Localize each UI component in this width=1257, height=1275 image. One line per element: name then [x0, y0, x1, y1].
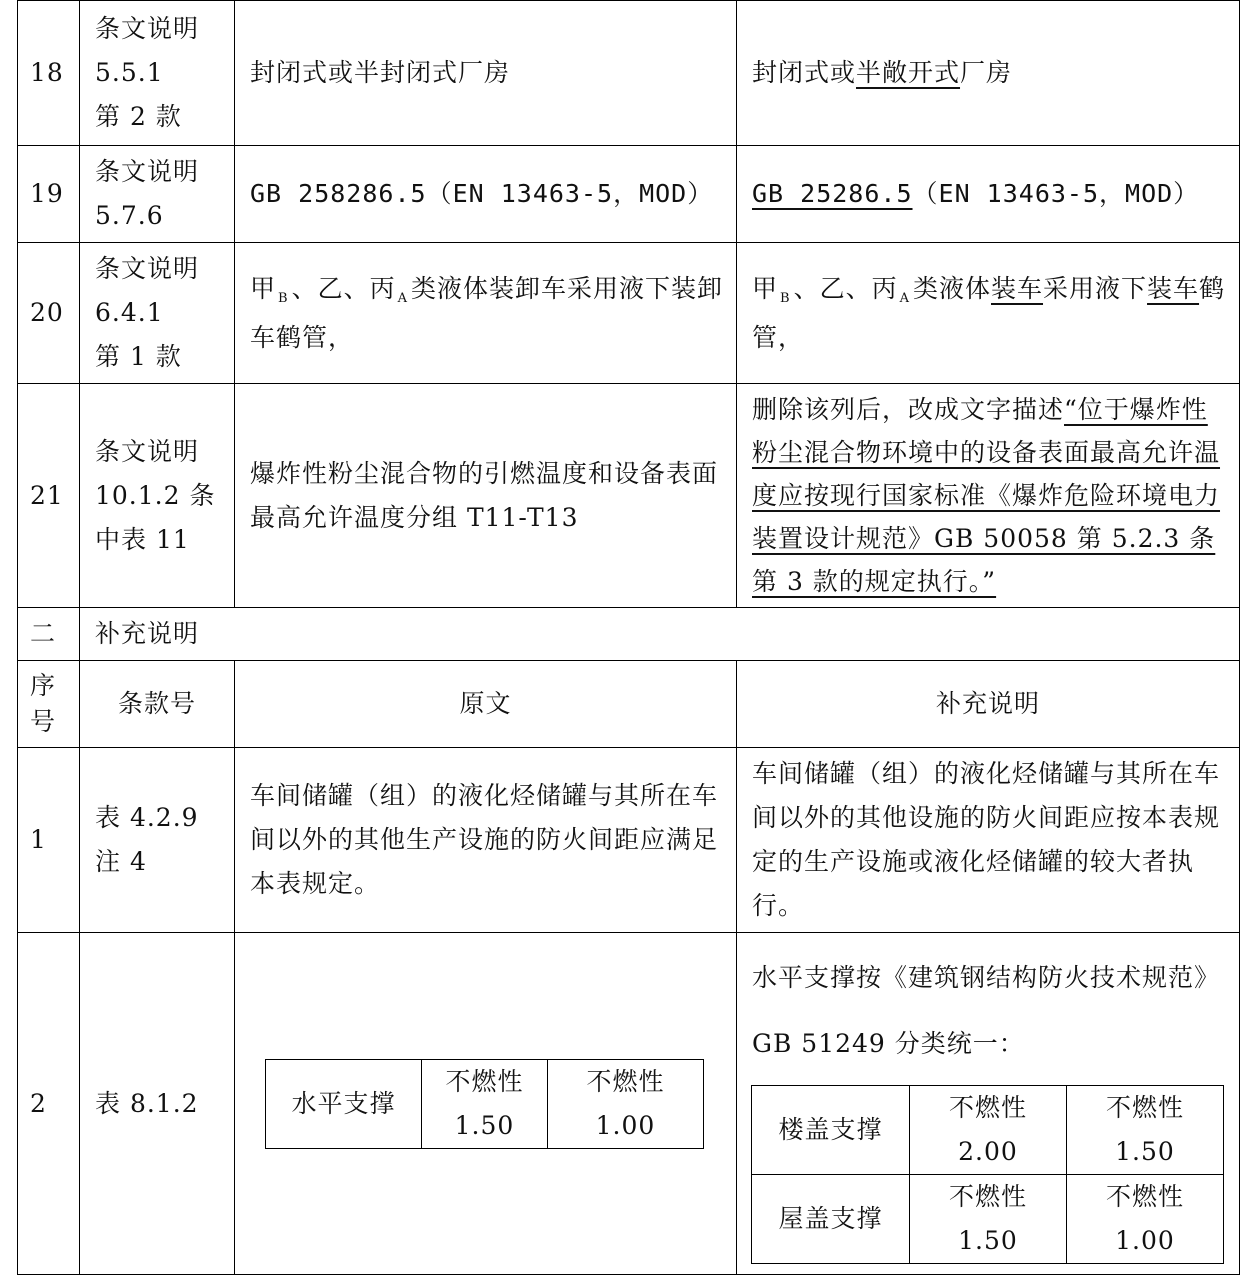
table-row	[18, 146, 1240, 243]
revised-underlined: “位于爆炸性粉尘混合物环境中的设备表面最高允许温度应按现行国家标准《爆炸危险环境电力装置设计规范》GB 50058 第 5.2.3 条第 3 款的规定执行。”	[752, 395, 1221, 596]
revised-text: GB 25286.5（EN 13463-5，MOD）	[737, 146, 1240, 243]
original-text: 爆炸性粉尘混合物的引燃温度和设备表面最高允许温度分组 T11-T13	[235, 384, 737, 608]
header-original: 原文	[235, 661, 737, 748]
revised-underlined: GB 25286.5	[752, 179, 913, 208]
row-number: 2	[18, 933, 80, 1275]
original-cell	[235, 933, 737, 1275]
clause-line: 第 1 款	[95, 342, 182, 371]
table-row	[18, 1, 1240, 146]
row-number: 1	[18, 748, 80, 933]
revised-underlined: 装车	[1147, 273, 1200, 303]
supplement-text: 车间储罐（组）的液化烃储罐与其所在车间以外的其他设施的防火间距应按本表规定的生产设施或液化烃储罐的较大者执行。	[737, 748, 1240, 933]
support-label: 楼盖支撑	[752, 1086, 910, 1175]
table-row	[18, 384, 1240, 608]
clause-line: 中表 11	[95, 524, 190, 554]
revision-table	[17, 0, 1240, 1275]
table-row	[18, 933, 1240, 1275]
supplement-cell	[737, 933, 1240, 1275]
revision-document	[17, 0, 1239, 1255]
rating-cell: 不燃性 1.00	[548, 1059, 704, 1148]
revised-underlined: 装车	[991, 273, 1044, 303]
clause-cell	[80, 748, 235, 933]
clause-cell	[80, 146, 235, 243]
supplement-inner-table	[751, 1085, 1224, 1264]
clause-cell	[80, 243, 235, 384]
clause-line: 5.7.6	[95, 201, 164, 230]
clause-line: 条文说明	[95, 436, 200, 466]
clause-line: 条文说明	[95, 254, 200, 283]
clause-line: 5.5.1	[95, 58, 164, 87]
supplement-text: 水平支撑按《建筑钢结构防火技术规范》GB 51249 分类统一：	[752, 963, 1221, 1058]
revised-text: 封闭式或半敞开式厂房	[737, 1, 1240, 146]
section-heading-row	[18, 608, 1240, 661]
original-text: GB 258286.5（EN 13463-5，MOD）	[235, 146, 737, 243]
clause-line: 6.4.1	[95, 298, 164, 327]
original-text: 甲 $_B$ 、乙、丙 $_A$ 类液体装卸车采用液下装卸车鹤管，	[235, 243, 737, 384]
rating-cell: 不燃性 1.00	[1067, 1175, 1224, 1264]
original-text: 封闭式或半封闭式厂房	[235, 1, 737, 146]
row-number: 20	[18, 243, 80, 384]
clause-line: 10.1.2 条	[95, 480, 216, 510]
header-clause: 条款号	[80, 661, 235, 748]
clause-line: 条文说明	[95, 157, 200, 186]
original-inner-table	[265, 1059, 704, 1149]
revised-text: 甲 $_B$ 、乙、丙 $_A$ 类液体装车采用液下装车鹤管，	[737, 243, 1240, 384]
rating-cell: 不燃性 1.50	[1067, 1086, 1224, 1175]
rating-cell: 不燃性 1.50	[422, 1059, 548, 1148]
rating-cell: 不燃性 2.00	[910, 1086, 1067, 1175]
original-text: 车间储罐（组）的液化烃储罐与其所在车间以外的其他生产设施的防火间距应满足本表规定。	[235, 748, 737, 933]
table-row	[18, 748, 1240, 933]
clause-cell	[80, 1, 235, 146]
header-no: 序号	[18, 661, 80, 748]
clause-line: 表 4.2.9	[95, 803, 199, 832]
clause-line: 注 4	[95, 847, 147, 876]
table-header-row	[18, 661, 1240, 748]
rating-cell: 不燃性 1.50	[910, 1175, 1067, 1264]
row-number: 21	[18, 384, 80, 608]
clause-line: 第 2 款	[95, 102, 182, 131]
support-label: 水平支撑	[266, 1059, 422, 1148]
support-label: 屋盖支撑	[752, 1175, 910, 1264]
section-number: 二	[18, 608, 80, 661]
row-number: 18	[18, 1, 80, 146]
section-title: 补充说明	[80, 608, 1240, 661]
clause-cell: 表 8.1.2	[80, 933, 235, 1275]
clause-cell	[80, 384, 235, 608]
clause-line: 条文说明	[95, 14, 200, 43]
header-supplement: 补充说明	[737, 661, 1240, 748]
revised-text: 删除该列后，改成文字描述“位于爆炸性粉尘混合物环境中的设备表面最高允许温度应按现行国家标准《爆炸危险环境电力装置设计规范》GB 50058 第 5.2.3 条第 3 款的规定执行。”	[737, 384, 1240, 608]
table-row	[18, 243, 1240, 384]
row-number: 19	[18, 146, 80, 243]
revised-underlined: 半敞开式	[856, 58, 961, 87]
